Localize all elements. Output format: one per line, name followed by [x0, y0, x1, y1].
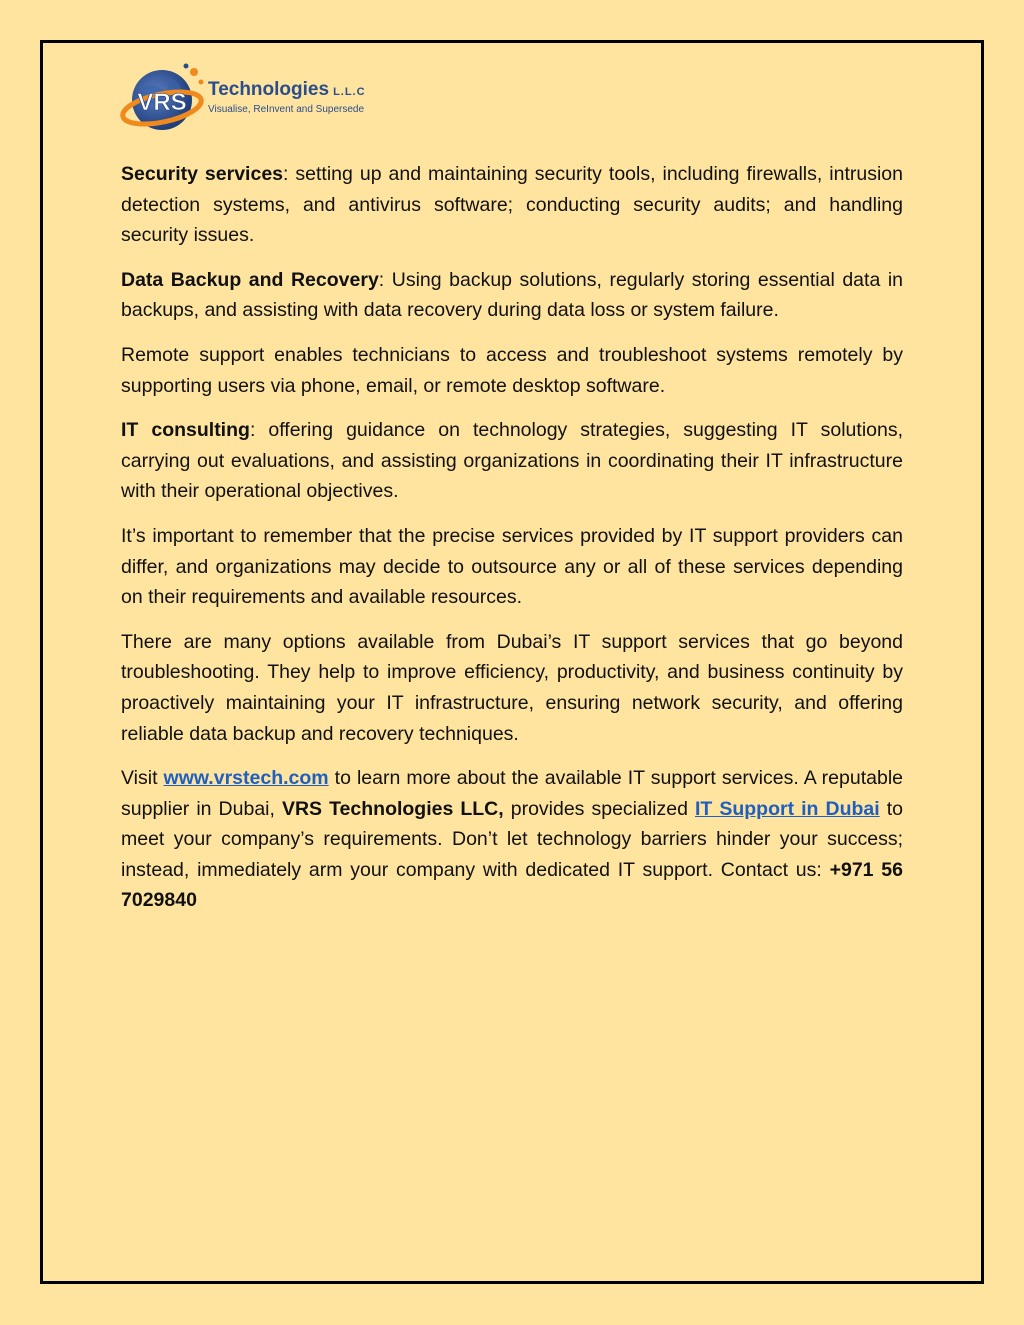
- visit-text-after-company: provides specialized: [503, 797, 695, 820]
- important-note-text: It’s important to remember that the precise services provided by IT support providers can differ, and organizations may decide to outsource any or all of these services depending on their requirements and available resources.: [121, 524, 903, 609]
- logo-suffix: L.L.C: [333, 85, 366, 98]
- visit-text-after-link: to learn more about the available IT support services. A reputable supplier in Dubai,: [121, 767, 903, 820]
- company-logo: [120, 60, 366, 140]
- visit-prefix: Visit: [121, 767, 164, 790]
- it-consulting-heading: IT consulting: [121, 419, 250, 442]
- data-backup-text: : Using backup solutions, regularly storing essential data in backups, and assisting with data recovery during data loss or system failure.: [121, 268, 904, 322]
- company-name-bold: VRS Technologies LLC,: [281, 797, 504, 820]
- data-backup-heading: Data Backup and Recovery: [121, 268, 379, 291]
- it-consulting-text: : offering guidance on technology strategies, suggesting IT solutions, carrying out evaluations, and assisting organizations in coordinating their IT infrastructure with their operational objectives.: [121, 419, 904, 503]
- contact-phone: +971 56 7029840: [121, 858, 903, 912]
- vrstech-website-link[interactable]: www.vrstech.com: [163, 767, 329, 790]
- dubai-options-text: There are many options available from Dubai’s IT support services that go beyond troubleshooting. They help to improve efficiency, productivity, and business continuity by proactively maintaining your IT infrastructure, ensuring network security, and offering reliable data backup and recovery techniques.: [121, 630, 903, 745]
- paragraph-data-backup: [121, 265, 903, 326]
- logo-text: [208, 79, 366, 116]
- paragraph-security-services: [121, 159, 903, 251]
- paragraph-it-consulting: [121, 415, 903, 507]
- security-services-text: : setting up and maintaining security tools, including firewalls, intrusion detection systems, and antivirus software; conducting security audits; and handling security issues.: [121, 163, 903, 247]
- logo-company-line: [208, 79, 366, 103]
- logo-tagline: Visualise, ReInvent and Supersede: [208, 103, 365, 115]
- paragraph-important-note: [121, 521, 903, 613]
- logo-company-name: Technologies: [208, 78, 330, 100]
- globe-logo-icon: [120, 62, 206, 138]
- document-body: [121, 159, 903, 930]
- it-support-dubai-link[interactable]: IT Support in Dubai: [694, 797, 880, 820]
- remote-support-text: Remote support enables technicians to access and troubleshoot systems remotely by supporting users via phone, email, or remote desktop software.: [121, 343, 903, 397]
- paragraph-remote-support: [121, 340, 903, 401]
- paragraph-visit: [121, 763, 903, 916]
- logo-letters: VRS: [137, 89, 187, 116]
- paragraph-dubai-options: [121, 627, 903, 749]
- visit-text-after-service: to meet your company’s requirements. Don’t let technology barriers hinder your success; instead, immediately arm your company with dedicated IT support. Contact us:: [121, 797, 903, 881]
- security-services-heading: Security services: [121, 163, 284, 185]
